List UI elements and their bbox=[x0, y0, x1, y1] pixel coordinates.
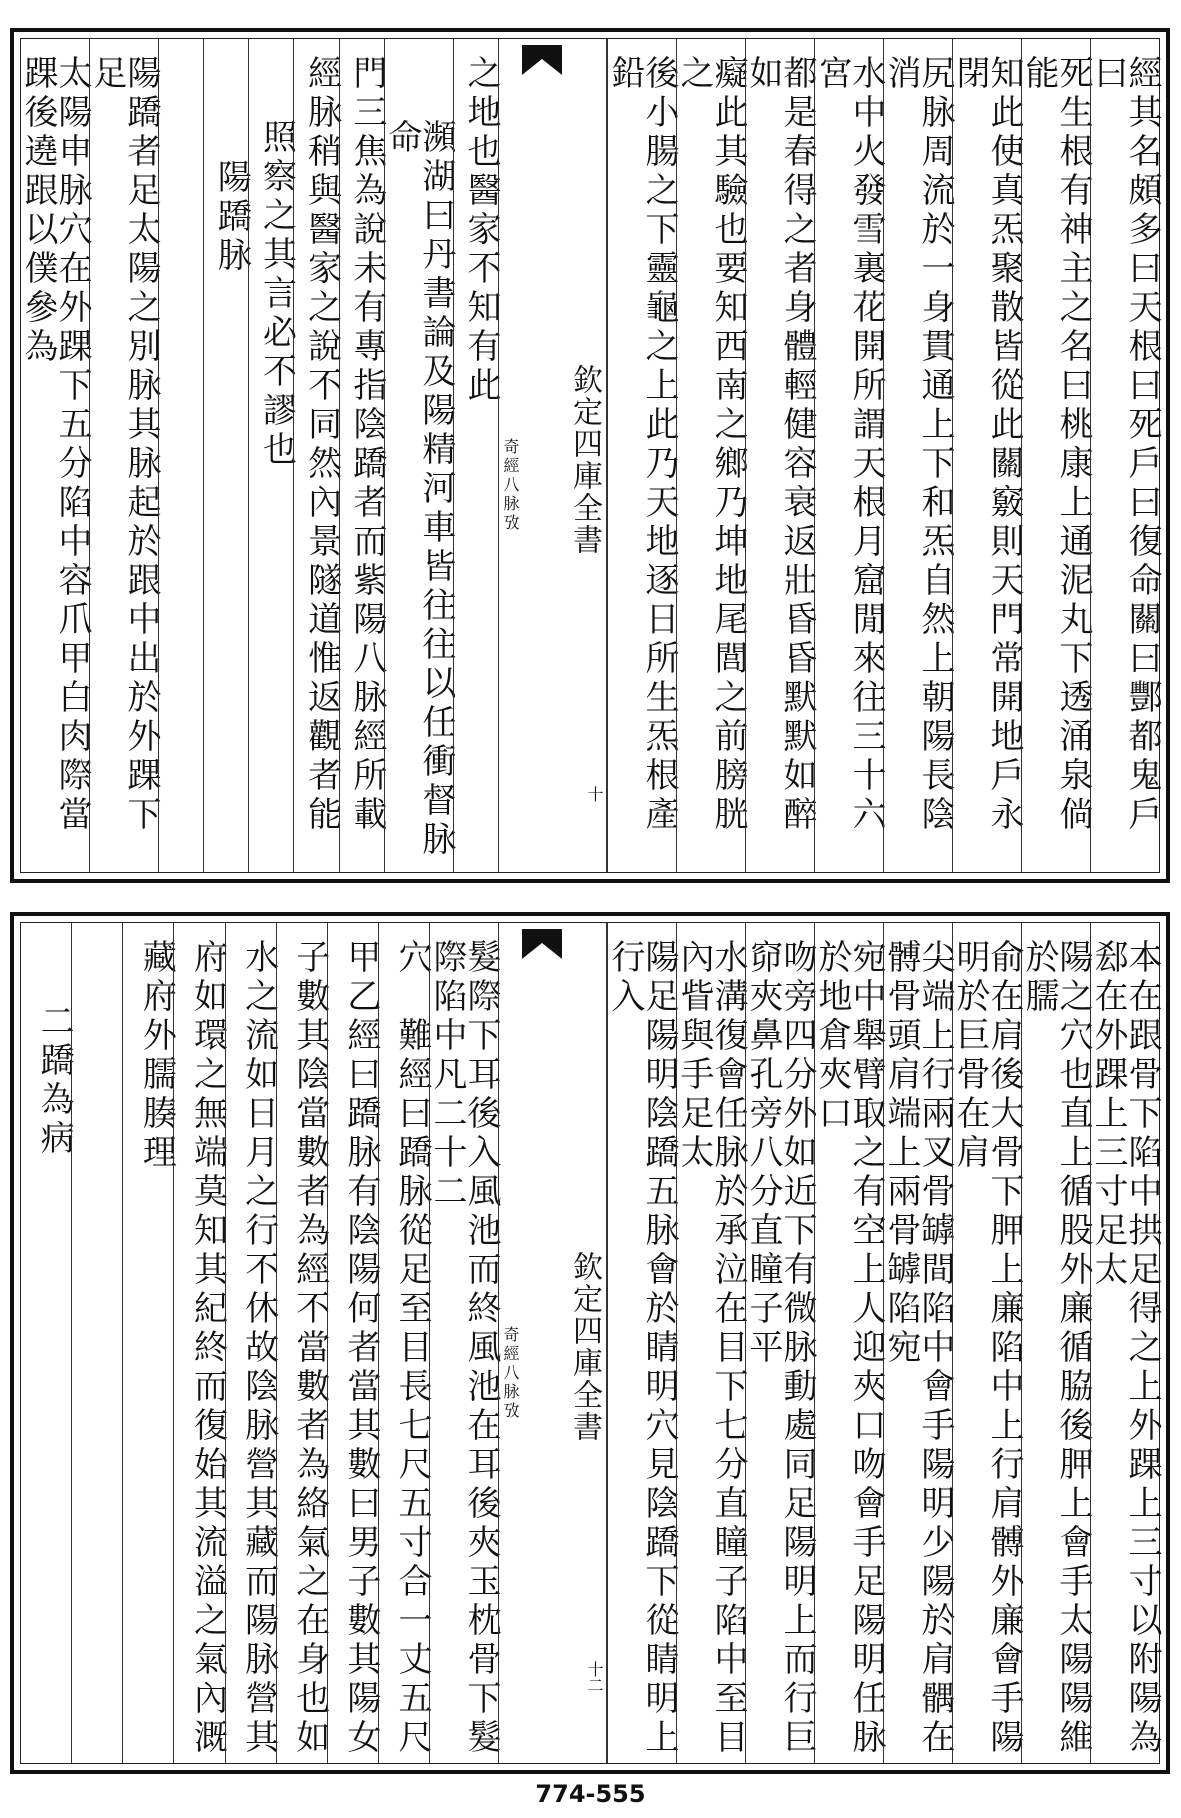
text-column: 陽之穴也直上循股外廉循脇後胛上會手太陽陽維於臑 bbox=[1021, 923, 1090, 1763]
text-column: 都是春得之者身體輕健容衰返壯昏昏默默如醉如 bbox=[745, 39, 814, 872]
text-column: 門三焦為說未有專指陰蹻者而紫陽八脉經所載 bbox=[339, 39, 384, 872]
text-column bbox=[71, 923, 122, 1763]
text-column: 水之流如日月之行不休故陰脉營其藏而陽脉營其 bbox=[225, 923, 276, 1763]
bottom-page bbox=[10, 912, 1170, 1774]
top-page bbox=[10, 28, 1170, 883]
text-column: 經脉稍與醫家之說不同然內景隧道惟返觀者能 bbox=[293, 39, 338, 872]
fish-tail-icon bbox=[522, 45, 562, 75]
text-column: 陽足陽明陰蹻五脉會於睛明穴見陰蹻下從睛明上行入 bbox=[607, 923, 676, 1763]
text-column: 吻旁四分外如近下有微脉動處同足陽明上而行巨窌夾鼻孔旁八分直瞳子平 bbox=[745, 923, 814, 1763]
text-column: 陽蹻者足太陽之別脉其脉起於跟中出於外踝下足 bbox=[89, 39, 158, 872]
text-column: 尻脉周流於一身貫通上下和炁自然上朝陽長陰消 bbox=[883, 39, 952, 872]
bottom-page-columns bbox=[20, 922, 1160, 1764]
center-fold bbox=[498, 39, 607, 872]
center-book-title: 奇經八脉攷 bbox=[501, 438, 520, 533]
fish-tail-icon bbox=[522, 929, 562, 959]
text-column: 本在跟骨下陷中拱足得之上外踝上三寸以附陽為郄在外踝上三寸足太 bbox=[1090, 923, 1159, 1763]
center-book-title: 奇經八脉攷 bbox=[501, 1325, 520, 1421]
center-title: 欽定四庫全書 bbox=[567, 363, 602, 556]
text-column: 子數其陰當數者為經不當數者為絡氣之在身也如 bbox=[276, 923, 327, 1763]
text-column: 宛中舉臂取之有空上人迎夾口吻會手足陽明任脉於地倉夾口 bbox=[814, 923, 883, 1763]
text-column: 藏府外臑腠理 bbox=[122, 923, 173, 1763]
text-column: 之地也醫家不知有此 bbox=[453, 39, 498, 872]
text-column: 知此使真炁聚散皆從此關竅則天門常開地戶永閉 bbox=[952, 39, 1021, 872]
center-title: 欽定四庫全書 bbox=[567, 1251, 602, 1443]
text-column: 甲乙經曰蹻脉有陰陽何者當其數曰男子數其陽女 bbox=[327, 923, 378, 1763]
text-column: 尖端上行兩叉骨罅間陷中會手陽明少陽於肩髃在髆骨頭肩端上兩骨罅陷宛 bbox=[883, 923, 952, 1763]
text-column: 經其名頗多曰天根曰死戶曰復命關曰酆都鬼戶曰 bbox=[1090, 39, 1159, 872]
page-footer-number: 774-555 bbox=[535, 1780, 646, 1808]
text-column: 髮際下耳後入風池而終風池在耳後夾玉枕骨下髮際陷中凡二十二 bbox=[429, 923, 498, 1763]
section-heading: 陽蹻脉 bbox=[203, 39, 248, 872]
center-fold bbox=[498, 923, 607, 1763]
center-page-number: 十 bbox=[585, 786, 604, 802]
text-column bbox=[158, 39, 203, 872]
text-column: 瀕湖曰丹書論及陽精河車皆往往以任衝督脉命 bbox=[384, 39, 453, 872]
text-column: 俞在肩後大骨下胛上廉陷中上行肩髆外廉會手陽明於巨骨在肩 bbox=[952, 923, 1021, 1763]
text-column: 死生根有神主之名曰桃康上通泥丸下透涌泉倘能 bbox=[1021, 39, 1090, 872]
section-heading: 二蹻為病 bbox=[34, 1003, 75, 1159]
top-page-columns bbox=[17, 38, 1162, 873]
text-column: 後小腸之下靈龜之上此乃天地逐日所生炁根產鉛 bbox=[607, 39, 676, 872]
text-column: 癡此其驗也要知西南之鄉乃坤地尾閭之前膀胱之 bbox=[676, 39, 745, 872]
center-page-number: 十二 bbox=[585, 1661, 604, 1693]
text-column: 照察之其言必不謬也 bbox=[248, 39, 293, 872]
text-column: 水溝復會任脉於承泣在目下七分直瞳子陷中至目內眥與手足太 bbox=[676, 923, 745, 1763]
text-column: 水中火發雪裏花開所謂天根月窟閒來往三十六宮 bbox=[814, 39, 883, 872]
text-column: 穴 難經曰蹻脉從足至目長七尺五寸合一丈五尺 bbox=[378, 923, 429, 1763]
text-column: 太陽申脉穴在外踝下五分陷中容爪甲白肉際當踝後遶跟以僕參為 bbox=[17, 55, 92, 835]
text-column: 府如環之無端莫知其紀終而復始其流溢之氣內溉 bbox=[173, 923, 224, 1763]
